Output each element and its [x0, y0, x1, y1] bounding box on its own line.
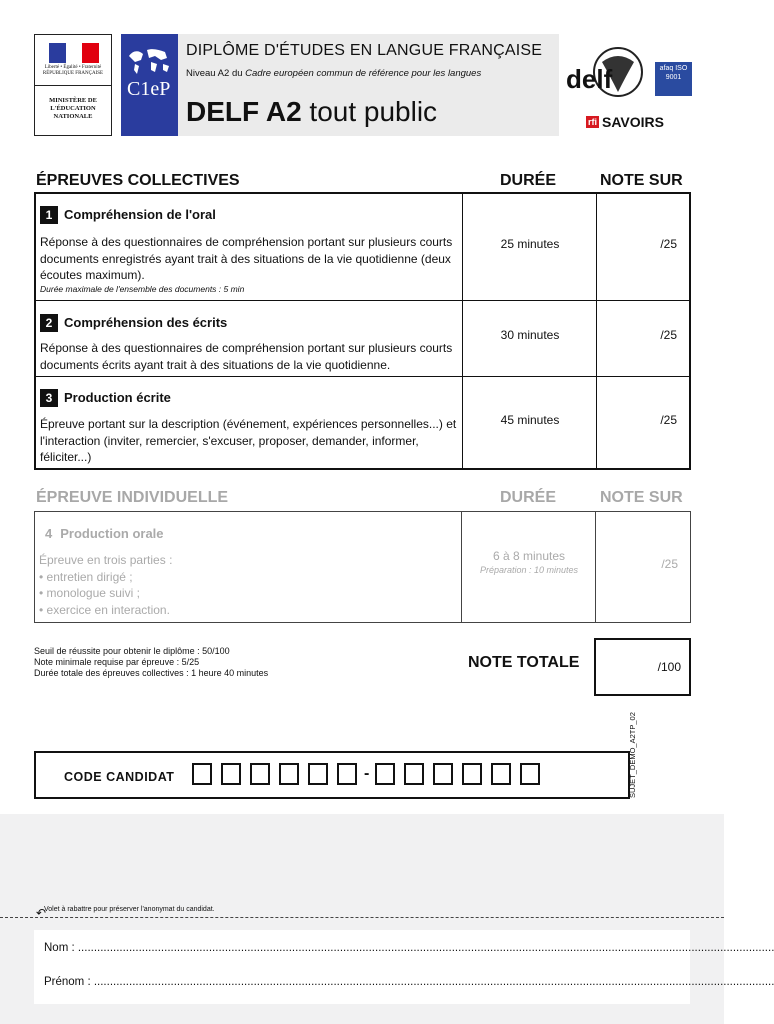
task-score: /25	[661, 557, 678, 571]
collectives-table	[34, 192, 691, 470]
task-desc-line: • entretien dirigé ;	[39, 569, 133, 584]
code-separator: -	[364, 765, 370, 782]
code-digit-field[interactable]	[462, 763, 482, 785]
savoirs-label: SAVOIRS	[602, 114, 664, 130]
individuelle-heading: ÉPREUVE INDIVIDUELLE	[36, 489, 229, 506]
rule-line: Note minimale requise par épreuve : 5/25	[34, 657, 200, 667]
ministere-label: MINISTÈRE DE L'ÉDUCATION NATIONALE	[49, 97, 97, 120]
task-row-2	[36, 301, 689, 377]
code-digit-field[interactable]	[192, 763, 212, 785]
code-digit-field[interactable]	[375, 763, 395, 785]
rule-line: Seuil de réussite pour obtenir le diplôme : 50/100	[34, 646, 230, 656]
task-duration: 30 minutes	[500, 328, 560, 342]
task-description	[39, 552, 459, 618]
task-number: 4	[45, 526, 53, 541]
identity-box	[34, 930, 774, 1004]
individuelle-table	[34, 511, 691, 623]
task-title	[45, 526, 164, 541]
rfi-badge: rfi	[588, 117, 597, 127]
ciep-text: C1eP	[127, 78, 171, 100]
task-title	[40, 206, 216, 224]
task-duration: 25 minutes	[500, 237, 560, 251]
french-flag-icon	[49, 43, 99, 63]
task-preparation: Préparation : 10 minutes	[479, 565, 579, 575]
task-title-text: Compréhension de l'oral	[64, 207, 216, 222]
delf-wordmark: delf	[566, 64, 613, 94]
total-score-value: /100	[657, 660, 681, 674]
exam-audience: tout public	[301, 96, 438, 127]
title-band	[178, 34, 559, 136]
candidate-code-label: CODE CANDIDAT	[64, 770, 175, 784]
task-description: Épreuve portant sur la description (événement, expériences personnelles...) et l'interaction (inviter, remercier, s'excuser, proposer, demander, informer, féliciter...)	[40, 417, 457, 464]
task-desc-line: • monologue suivi ;	[39, 586, 140, 600]
code-digit-field[interactable]	[404, 763, 424, 785]
ind-col-note-header: NOTE SUR	[600, 489, 683, 506]
fold-arrow-icon: ↶	[36, 906, 47, 920]
task-number: 3	[40, 389, 58, 407]
level-line	[186, 68, 481, 79]
task-duration: 45 minutes	[500, 413, 560, 427]
task-number: 2	[40, 314, 58, 332]
world-map-icon	[125, 44, 173, 78]
diploma-title: DIPLÔME D'ÉTUDES EN LANGUE FRANÇAISE	[186, 42, 543, 59]
task-desc-line: • exercice en interaction.	[39, 602, 170, 617]
last-name-field[interactable]: Nom : ..........................................................................................................................................................................................................................	[44, 942, 774, 954]
rfi-savoirs-logo	[586, 114, 664, 130]
delf-logo	[566, 42, 646, 102]
code-digit-field[interactable]	[491, 763, 511, 785]
task-title-text: Compréhension des écrits	[64, 315, 228, 330]
task-row-1	[36, 194, 689, 301]
task-score: /25	[660, 328, 677, 342]
candidate-code-box	[34, 751, 630, 799]
ciep-logo	[121, 34, 178, 136]
code-digit-field[interactable]	[433, 763, 453, 785]
rule-line: Durée totale des épreuves collectives : 1 heure 40 minutes	[34, 668, 269, 678]
task-title-text: Production écrite	[64, 390, 171, 405]
passing-rules	[34, 646, 268, 679]
fold-line	[0, 917, 724, 918]
document-reference: SUJET_DÉMO_A2TP_02	[628, 712, 637, 798]
task-description: Réponse à des questionnaires de compréhension portant sur plusieurs courts documents écrits ayant trait à des situations de la vie quotidienne.	[40, 341, 453, 372]
task-desc-text: Réponse à des questionnaires de compréhension portant sur plusieurs courts documents enregistrés ayant trait à des situations de la vie quotidienne (deux écoutes maximum).	[40, 235, 453, 282]
col-note-header: NOTE SUR	[600, 172, 683, 189]
task-desc-line: Épreuve en trois parties :	[39, 553, 173, 567]
republique-caption: Liberté • Égalité • Fraternité RÉPUBLIQUE FRANÇAISE	[42, 65, 104, 76]
task-duration: 6 à 8 minutes	[492, 549, 566, 563]
level-prefix: Niveau A2 du	[186, 68, 246, 79]
total-label: NOTE TOTALE	[468, 654, 580, 671]
code-digit-field[interactable]	[520, 763, 540, 785]
code-digit-field[interactable]	[337, 763, 357, 785]
code-digit-field[interactable]	[279, 763, 299, 785]
code-digit-field[interactable]	[221, 763, 241, 785]
task-title	[40, 314, 227, 332]
candidate-code-cells	[192, 763, 549, 785]
code-digit-field[interactable]	[250, 763, 270, 785]
ind-col-duree-header: DURÉE	[500, 489, 557, 506]
exam-name: DELF A2	[186, 96, 302, 127]
afaq-logo: afaq ISO 9001	[655, 62, 692, 96]
code-digit-field[interactable]	[308, 763, 328, 785]
task-note: Durée maximale de l'ensemble des documents : 5 min	[40, 283, 245, 294]
task-row-3	[36, 377, 689, 468]
task-score: /25	[660, 237, 677, 251]
collectives-heading: ÉPREUVES COLLECTIVES	[36, 172, 240, 189]
task-title-text: Production orale	[60, 526, 164, 541]
first-name-field[interactable]: Prénom : .....................................................................................................................................................................................................................	[44, 976, 774, 988]
fold-note: Volet à rabattre pour préserver l'anonymat du candidat.	[44, 906, 215, 913]
republique-francaise-logo	[34, 34, 112, 136]
task-description	[40, 234, 460, 295]
total-score-box[interactable]	[594, 638, 691, 696]
level-framework: Cadre européen commun de référence pour les langues	[245, 68, 482, 79]
exam-title	[186, 96, 437, 128]
col-duree-header: DURÉE	[500, 172, 557, 189]
task-score: /25	[660, 413, 677, 427]
task-title	[40, 389, 171, 407]
task-number: 1	[40, 206, 58, 224]
